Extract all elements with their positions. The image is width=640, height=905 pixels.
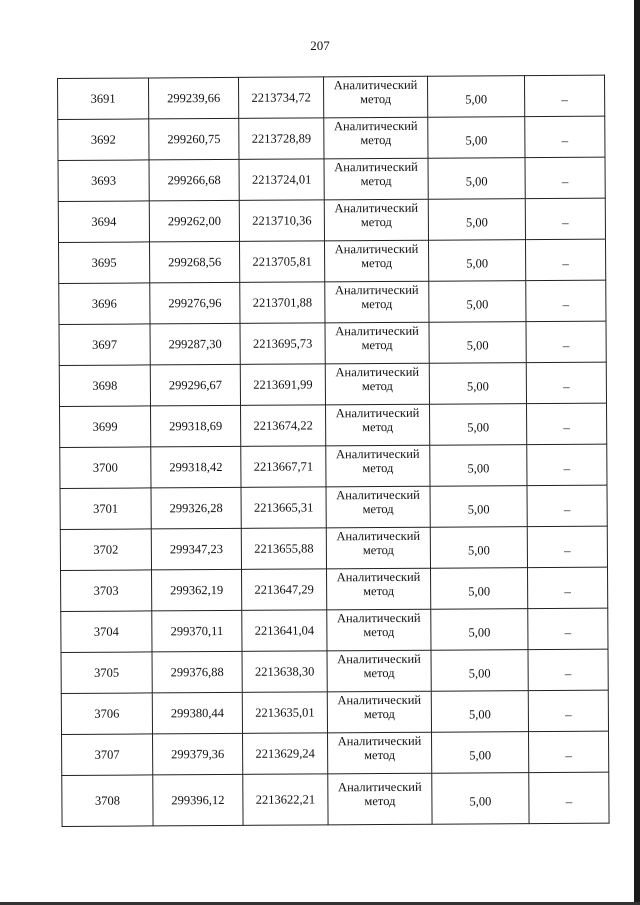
- table-row: [61, 690, 608, 734]
- note-cell: [525, 239, 605, 280]
- x-coordinate: 299370,11: [170, 623, 224, 639]
- note-cell: [527, 526, 607, 567]
- method-line-1: Аналитический: [337, 692, 422, 708]
- y-coordinate-cell: [243, 733, 328, 775]
- error-value: 5,00: [467, 543, 490, 558]
- method-cell: [323, 76, 427, 118]
- x-coordinate: 299347,23: [169, 541, 223, 557]
- method-line-1: Аналитический: [334, 159, 418, 175]
- note-dash: –: [564, 665, 572, 681]
- method-text: [338, 734, 422, 763]
- x-coordinate-cell: [152, 569, 242, 611]
- method-cell: [327, 650, 431, 692]
- method-cell: [328, 773, 432, 825]
- y-coordinate: 2213655,88: [254, 541, 314, 556]
- table-row: [62, 772, 609, 826]
- y-coordinate: 2213629,24: [255, 746, 315, 761]
- error-value: 5,00: [468, 707, 491, 722]
- note-cell: [528, 608, 608, 649]
- note-cell: [527, 567, 607, 608]
- y-coordinate-cell: [239, 118, 324, 160]
- method-line-2: метод: [364, 747, 396, 763]
- error-cell: [430, 527, 527, 569]
- table-row: [58, 116, 605, 160]
- method-line-2: метод: [360, 214, 392, 230]
- x-coordinate: 299276,96: [168, 295, 222, 311]
- y-coordinate-cell: [240, 364, 325, 406]
- method-text: [336, 406, 420, 435]
- x-coordinate: 299260,75: [167, 132, 221, 147]
- point-number: 3706: [94, 706, 120, 721]
- y-coordinate-cell: [242, 692, 327, 734]
- table-row: [61, 567, 608, 611]
- x-coordinate-cell: [149, 200, 239, 242]
- x-coordinate: 299362,19: [170, 582, 224, 598]
- error-cell: [431, 691, 528, 733]
- method-text: [334, 78, 418, 107]
- table-row: [60, 526, 607, 570]
- method-cell: [325, 363, 429, 405]
- error-value: 5,00: [467, 461, 490, 476]
- error-value: 5,00: [466, 297, 489, 312]
- method-cell: [328, 732, 432, 774]
- point-number-cell: [62, 734, 153, 776]
- method-cell: [327, 609, 431, 651]
- x-coordinate-cell: [151, 528, 241, 570]
- method-line-1: Аналитический: [336, 569, 421, 585]
- y-coordinate: 2213728,89: [251, 131, 312, 146]
- method-line-2: метод: [362, 542, 394, 558]
- point-number: 3702: [93, 542, 119, 557]
- y-coordinate-cell: [240, 282, 325, 324]
- method-line-2: метод: [363, 665, 395, 681]
- method-line-1: Аналитический: [334, 200, 419, 216]
- scan-edge-right: [634, 0, 640, 905]
- error-cell: [431, 650, 528, 692]
- method-line-1: Аналитический: [335, 323, 419, 339]
- point-number: 3700: [92, 460, 118, 475]
- note-dash: –: [562, 255, 569, 271]
- error-value: 5,00: [469, 794, 492, 809]
- error-cell: [431, 568, 528, 610]
- method-cell: [325, 322, 429, 364]
- error-value: 5,00: [467, 502, 490, 517]
- error-cell: [432, 773, 529, 825]
- error-value: 5,00: [468, 625, 491, 640]
- note-dash: –: [565, 706, 572, 722]
- note-dash: –: [564, 583, 571, 599]
- x-coordinate-cell: [150, 282, 240, 324]
- note-dash: –: [563, 501, 571, 517]
- method-text: [334, 201, 418, 230]
- point-number-cell: [58, 160, 149, 202]
- x-coordinate-cell: [151, 405, 241, 447]
- note-dash: –: [563, 460, 571, 476]
- error-value: 5,00: [466, 256, 489, 271]
- note-cell: [525, 116, 605, 157]
- error-cell: [431, 609, 528, 651]
- x-coordinate-cell: [149, 159, 239, 201]
- error-cell: [432, 732, 529, 774]
- y-coordinate: 2213647,29: [254, 582, 314, 597]
- method-cell: [324, 158, 428, 200]
- method-cell: [324, 199, 428, 241]
- y-coordinate: 2213667,71: [253, 459, 314, 474]
- note-cell: [526, 321, 606, 362]
- error-cell: [428, 240, 525, 282]
- x-coordinate-cell: [151, 446, 241, 488]
- note-cell: [525, 198, 605, 239]
- method-line-2: метод: [363, 624, 395, 640]
- method-line-1: Аналитический: [336, 610, 421, 626]
- y-coordinate-cell: [242, 610, 327, 652]
- x-coordinate-cell: [150, 241, 240, 283]
- y-coordinate-cell: [241, 405, 326, 447]
- note-cell: [526, 362, 606, 403]
- method-line-1: Аналитический: [334, 282, 419, 298]
- y-coordinate: 2213635,01: [255, 705, 315, 720]
- method-line-1: Аналитический: [333, 77, 418, 93]
- x-coordinate: 299268,56: [168, 255, 222, 270]
- table-row: [59, 239, 606, 283]
- x-coordinate: 299380,44: [170, 705, 224, 721]
- y-coordinate: 2213638,30: [254, 664, 315, 679]
- method-cell: [324, 240, 428, 282]
- error-value: 5,00: [465, 92, 488, 107]
- x-coordinate: 299318,69: [169, 418, 223, 434]
- error-value: 5,00: [467, 420, 490, 435]
- x-coordinate: 299287,30: [168, 336, 222, 352]
- x-coordinate: 299296,67: [168, 377, 222, 393]
- method-text: [337, 611, 421, 640]
- table-row: [60, 444, 607, 488]
- y-coordinate-cell: [240, 241, 325, 283]
- point-number-cell: [59, 324, 150, 366]
- point-number-cell: [59, 283, 150, 325]
- y-coordinate: 2213701,88: [252, 295, 313, 310]
- table-body: [58, 75, 610, 826]
- point-number: 3697: [92, 337, 118, 352]
- point-number-cell: [60, 406, 151, 448]
- error-cell: [430, 486, 527, 528]
- point-number: 3694: [91, 214, 117, 229]
- x-coordinate-cell: [152, 692, 242, 734]
- method-text: [336, 488, 420, 517]
- point-number: 3692: [90, 132, 116, 147]
- method-cell: [324, 117, 428, 159]
- table-row: [62, 731, 609, 775]
- y-coordinate-cell: [242, 651, 327, 693]
- page-number: 207: [310, 38, 330, 53]
- table-row: [58, 157, 605, 201]
- y-coordinate-cell: [241, 446, 326, 488]
- method-line-2: метод: [361, 337, 393, 353]
- error-cell: [430, 445, 527, 487]
- method-line-1: Аналитический: [335, 364, 420, 380]
- x-coordinate: 299318,42: [169, 459, 223, 475]
- error-value: 5,00: [465, 133, 488, 148]
- point-number: 3695: [91, 255, 117, 270]
- method-line-1: Аналитический: [336, 487, 420, 503]
- error-value: 5,00: [465, 215, 488, 230]
- coordinates-table: [57, 75, 610, 827]
- x-coordinate-cell: [149, 118, 239, 160]
- method-line-2: метод: [362, 460, 394, 476]
- error-value: 5,00: [465, 174, 488, 189]
- method-line-1: Аналитический: [334, 241, 419, 257]
- table-row: [58, 198, 605, 242]
- method-line-1: Аналитический: [335, 405, 420, 421]
- method-text: [337, 693, 421, 722]
- point-number-cell: [60, 488, 151, 530]
- x-coordinate: 299379,36: [171, 746, 225, 762]
- y-coordinate-cell: [243, 774, 328, 826]
- x-coordinate-cell: [150, 364, 240, 406]
- y-coordinate: 2213695,73: [252, 336, 313, 351]
- method-line-1: Аналитический: [337, 779, 422, 795]
- method-line-1: Аналитический: [337, 651, 421, 667]
- method-text: [336, 447, 420, 476]
- y-coordinate: 2213674,22: [253, 418, 313, 433]
- note-cell: [526, 280, 606, 321]
- note-dash: –: [561, 132, 569, 148]
- note-cell: [524, 75, 604, 116]
- x-coordinate-cell: [152, 610, 242, 652]
- method-line-2: метод: [362, 501, 394, 517]
- error-cell: [427, 76, 524, 118]
- error-cell: [428, 158, 525, 200]
- error-cell: [428, 199, 525, 241]
- method-line-2: метод: [361, 255, 393, 271]
- x-coordinate: 299266,68: [167, 173, 221, 188]
- error-value: 5,00: [466, 379, 489, 394]
- method-text: [337, 570, 421, 599]
- note-cell: [528, 690, 608, 731]
- x-coordinate: 299396,12: [171, 792, 225, 808]
- error-cell: [429, 363, 526, 405]
- x-coordinate-cell: [150, 323, 240, 365]
- note-dash: –: [565, 747, 572, 763]
- method-line-1: Аналитический: [335, 446, 420, 462]
- x-coordinate: 299326,28: [169, 500, 223, 516]
- note-dash: –: [565, 793, 573, 809]
- method-text: [336, 529, 420, 558]
- point-number-cell: [58, 78, 149, 120]
- point-number: 3704: [93, 624, 119, 639]
- note-cell: [529, 731, 609, 772]
- error-cell: [429, 322, 526, 364]
- point-number: 3693: [91, 173, 117, 188]
- x-coordinate-cell: [153, 733, 243, 775]
- method-cell: [326, 445, 430, 487]
- method-line-2: метод: [361, 296, 393, 312]
- note-cell: [528, 649, 608, 690]
- x-coordinate-cell: [153, 774, 243, 826]
- point-number-cell: [58, 201, 149, 243]
- note-cell: [525, 157, 605, 198]
- method-text: [335, 283, 419, 312]
- x-coordinate-cell: [149, 77, 239, 119]
- method-line-2: метод: [361, 378, 393, 394]
- method-line-2: метод: [362, 419, 394, 435]
- note-dash: –: [564, 624, 572, 640]
- error-cell: [428, 117, 525, 159]
- point-number-cell: [62, 775, 153, 827]
- method-text: [334, 160, 418, 189]
- method-line-2: метод: [363, 706, 395, 722]
- method-line-2: метод: [360, 91, 392, 107]
- point-number: 3707: [94, 747, 120, 762]
- method-line-1: Аналитический: [336, 528, 421, 544]
- note-cell: [527, 444, 607, 485]
- point-number: 3708: [94, 793, 120, 808]
- note-cell: [526, 403, 606, 444]
- point-number-cell: [59, 242, 150, 284]
- method-cell: [327, 568, 431, 610]
- method-cell: [326, 486, 430, 528]
- point-number: 3705: [94, 665, 120, 680]
- table-row: [59, 321, 606, 365]
- table-row: [59, 280, 606, 324]
- point-number: 3699: [92, 419, 118, 434]
- method-text: [335, 242, 419, 271]
- method-line-2: метод: [360, 132, 392, 148]
- table-row: [60, 485, 607, 529]
- method-text: [337, 652, 421, 681]
- error-cell: [429, 281, 526, 323]
- error-value: 5,00: [468, 666, 491, 681]
- point-number-cell: [61, 611, 152, 653]
- table-row: [61, 649, 608, 693]
- y-coordinate: 2213691,99: [253, 377, 313, 392]
- method-line-1: Аналитический: [333, 118, 418, 134]
- method-line-2: метод: [364, 793, 396, 809]
- y-coordinate: 2213734,72: [251, 90, 311, 105]
- x-coordinate: 299376,88: [170, 664, 224, 680]
- method-cell: [326, 404, 430, 446]
- point-number-cell: [58, 119, 149, 161]
- coordinates-table-container: [57, 75, 603, 827]
- point-number: 3701: [93, 501, 119, 516]
- y-coordinate-cell: [242, 569, 327, 611]
- point-number-cell: [61, 652, 152, 694]
- note-dash: –: [562, 296, 570, 312]
- x-coordinate: 299239,66: [167, 91, 221, 106]
- y-coordinate-cell: [241, 528, 326, 570]
- point-number-cell: [59, 365, 150, 407]
- table-row: [61, 608, 608, 652]
- point-number-cell: [61, 693, 152, 735]
- x-coordinate: 299262,00: [167, 214, 221, 229]
- method-text: [334, 119, 418, 148]
- note-dash: –: [562, 337, 570, 353]
- y-coordinate-cell: [241, 487, 326, 529]
- error-value: 5,00: [468, 584, 491, 599]
- note-dash: –: [563, 378, 570, 394]
- y-coordinate-cell: [239, 159, 324, 201]
- note-dash: –: [563, 419, 570, 435]
- y-coordinate-cell: [238, 77, 323, 119]
- method-cell: [325, 281, 429, 323]
- method-line-2: метод: [360, 173, 392, 189]
- y-coordinate: 2213710,36: [252, 213, 312, 228]
- point-number: 3691: [90, 91, 116, 106]
- point-number: 3696: [91, 296, 117, 311]
- note-cell: [527, 485, 607, 526]
- method-text: [338, 780, 422, 809]
- table-row: [59, 362, 606, 406]
- y-coordinate-cell: [240, 323, 325, 365]
- y-coordinate-cell: [239, 200, 324, 242]
- x-coordinate-cell: [152, 651, 242, 693]
- method-cell: [327, 691, 431, 733]
- method-line-1: Аналитический: [337, 733, 422, 749]
- y-coordinate: 2213641,04: [254, 623, 315, 638]
- method-line-2: метод: [363, 583, 395, 599]
- y-coordinate: 2213622,21: [255, 792, 316, 807]
- error-value: 5,00: [469, 748, 492, 763]
- note-cell: [529, 772, 609, 823]
- note-dash: –: [562, 214, 569, 230]
- method-text: [335, 324, 419, 353]
- point-number-cell: [60, 529, 151, 571]
- point-number: 3703: [93, 583, 119, 598]
- y-coordinate: 2213724,01: [251, 172, 312, 187]
- table-row: [58, 75, 605, 119]
- method-cell: [326, 527, 430, 569]
- note-dash: –: [564, 542, 571, 558]
- error-value: 5,00: [466, 338, 489, 353]
- point-number-cell: [60, 447, 151, 489]
- point-number: 3698: [92, 378, 118, 393]
- table-row: [60, 403, 607, 447]
- y-coordinate: 2213665,31: [253, 500, 314, 515]
- x-coordinate-cell: [151, 487, 241, 529]
- method-text: [335, 365, 419, 394]
- error-cell: [429, 404, 526, 446]
- y-coordinate: 2213705,81: [252, 254, 312, 269]
- point-number-cell: [61, 570, 152, 612]
- note-dash: –: [561, 173, 569, 189]
- note-dash: –: [561, 91, 568, 107]
